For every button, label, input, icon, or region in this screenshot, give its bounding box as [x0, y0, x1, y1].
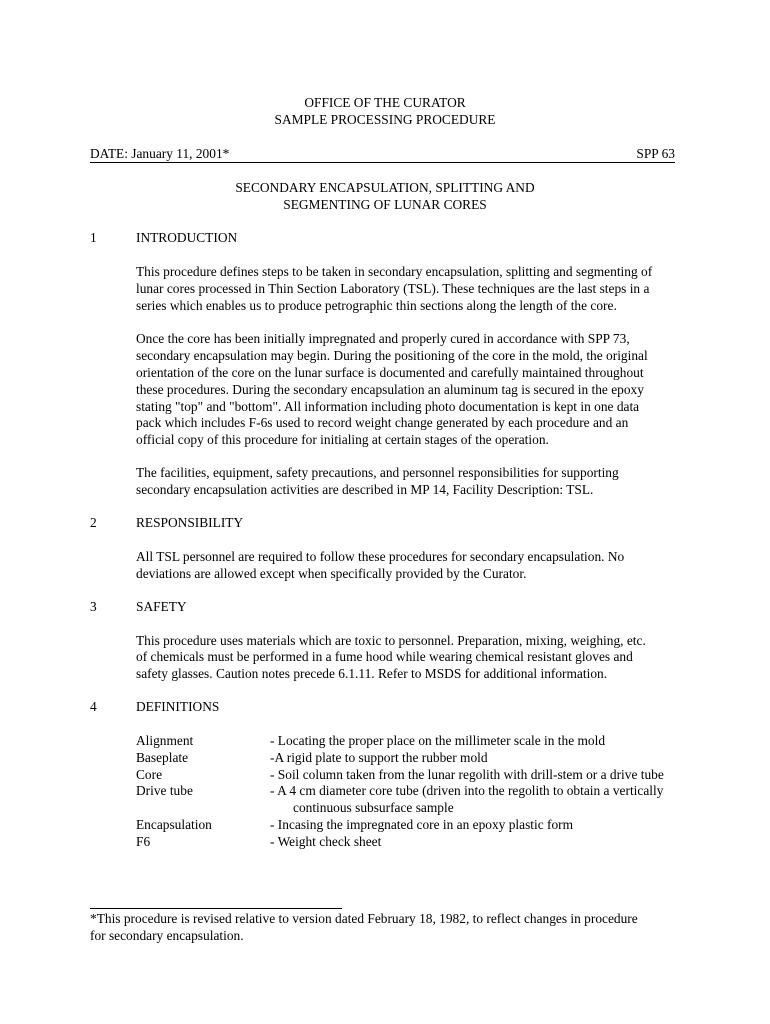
paragraph-line: Once the core has been initially impregnated and properly cured in accordance with SPP 73, — [136, 331, 630, 346]
definition-term: Drive tube — [136, 783, 193, 798]
paragraph-line: The facilities, equipment, safety precautions, and personnel responsibilities for supporting — [136, 465, 619, 480]
paragraph-line: series which enables us to produce petrographic thin sections along the length of the core. — [136, 298, 617, 313]
paragraph-line: This procedure defines steps to be taken in secondary encapsulation, splitting and segmenting of — [136, 264, 653, 279]
paragraph-line: orientation of the core on the lunar surface is documented and carefully maintained throughout — [136, 365, 644, 380]
definition-text: - Incasing the impregnated core in an epoxy plastic form — [270, 817, 574, 832]
procedure-header: SAMPLE PROCESSING PROCEDURE — [274, 112, 496, 127]
footnote-line: *This procedure is revised relative to version dated February 18, 1982, to reflect changes in procedure — [90, 911, 638, 926]
section-heading-safety: SAFETY — [136, 599, 187, 614]
section-heading-definitions: DEFINITIONS — [136, 699, 220, 714]
section-heading-introduction: INTRODUCTION — [136, 230, 238, 245]
section-number: 2 — [90, 515, 97, 530]
definition-text: - Soil column taken from the lunar regolith with drill-stem or a drive tube — [270, 767, 664, 782]
section-number: 4 — [90, 699, 97, 714]
footnote-divider — [90, 908, 342, 909]
definition-term: Encapsulation — [136, 817, 212, 832]
paragraph-line: pack which includes F-6s used to record weight change generated by each procedure and an — [136, 415, 629, 430]
definition-term: Core — [136, 767, 163, 782]
definition-term: F6 — [136, 834, 151, 849]
section-heading-responsibility: RESPONSIBILITY — [136, 515, 244, 530]
paragraph-line: these procedures. During the secondary encapsulation an aluminum tag is secured in the epoxy — [136, 382, 644, 397]
section-number: 1 — [90, 230, 97, 245]
paragraph-line: secondary encapsulation activities are described in MP 14, Facility Description: TSL. — [136, 482, 594, 497]
document-title-line-1: SECONDARY ENCAPSULATION, SPLITTING AND — [235, 180, 535, 195]
paragraph-line: lunar cores processed in Thin Section Laboratory (TSL). These techniques are the last steps in a — [136, 281, 650, 296]
paragraph-line: deviations are allowed except when specifically provided by the Curator. — [136, 566, 527, 581]
paragraph-line: This procedure uses materials which are toxic to personnel. Preparation, mixing, weighing, etc. — [136, 633, 646, 648]
definition-text: -A rigid plate to support the rubber mold — [270, 750, 488, 765]
document-date: DATE: January 11, 2001* — [90, 146, 230, 161]
paragraph-line: safety glasses. Caution notes precede 6.1.11. Refer to MSDS for additional information. — [136, 666, 608, 681]
paragraph-line: official copy of this procedure for initialing at certain stages of the operation. — [136, 432, 549, 447]
document-id: SPP 63 — [636, 146, 675, 161]
footnote-line: for secondary encapsulation. — [90, 928, 244, 943]
paragraph-line: of chemicals must be performed in a fume hood while wearing chemical resistant gloves and — [136, 649, 633, 664]
date-row — [90, 145, 675, 163]
office-header: OFFICE OF THE CURATOR — [304, 95, 466, 110]
paragraph-line: All TSL personnel are required to follow these procedures for secondary encapsulation. No — [136, 549, 625, 564]
definition-text-continued: continuous subsurface sample — [293, 800, 454, 815]
paragraph-line: secondary encapsulation may begin. During the positioning of the core in the mold, the original — [136, 348, 648, 363]
section-number: 3 — [90, 599, 97, 614]
definition-term: Alignment — [136, 733, 194, 748]
definition-text: - Weight check sheet — [270, 834, 382, 849]
definition-text: - A 4 cm diameter core tube (driven into the regolith to obtain a vertically — [270, 783, 664, 798]
paragraph-line: stating "top" and "bottom". All information including photo documentation is kept in one data — [136, 399, 640, 414]
definition-term: Baseplate — [136, 750, 189, 765]
document-title-line-2: SEGMENTING OF LUNAR CORES — [283, 197, 487, 212]
definition-text: - Locating the proper place on the millimeter scale in the mold — [270, 733, 606, 748]
